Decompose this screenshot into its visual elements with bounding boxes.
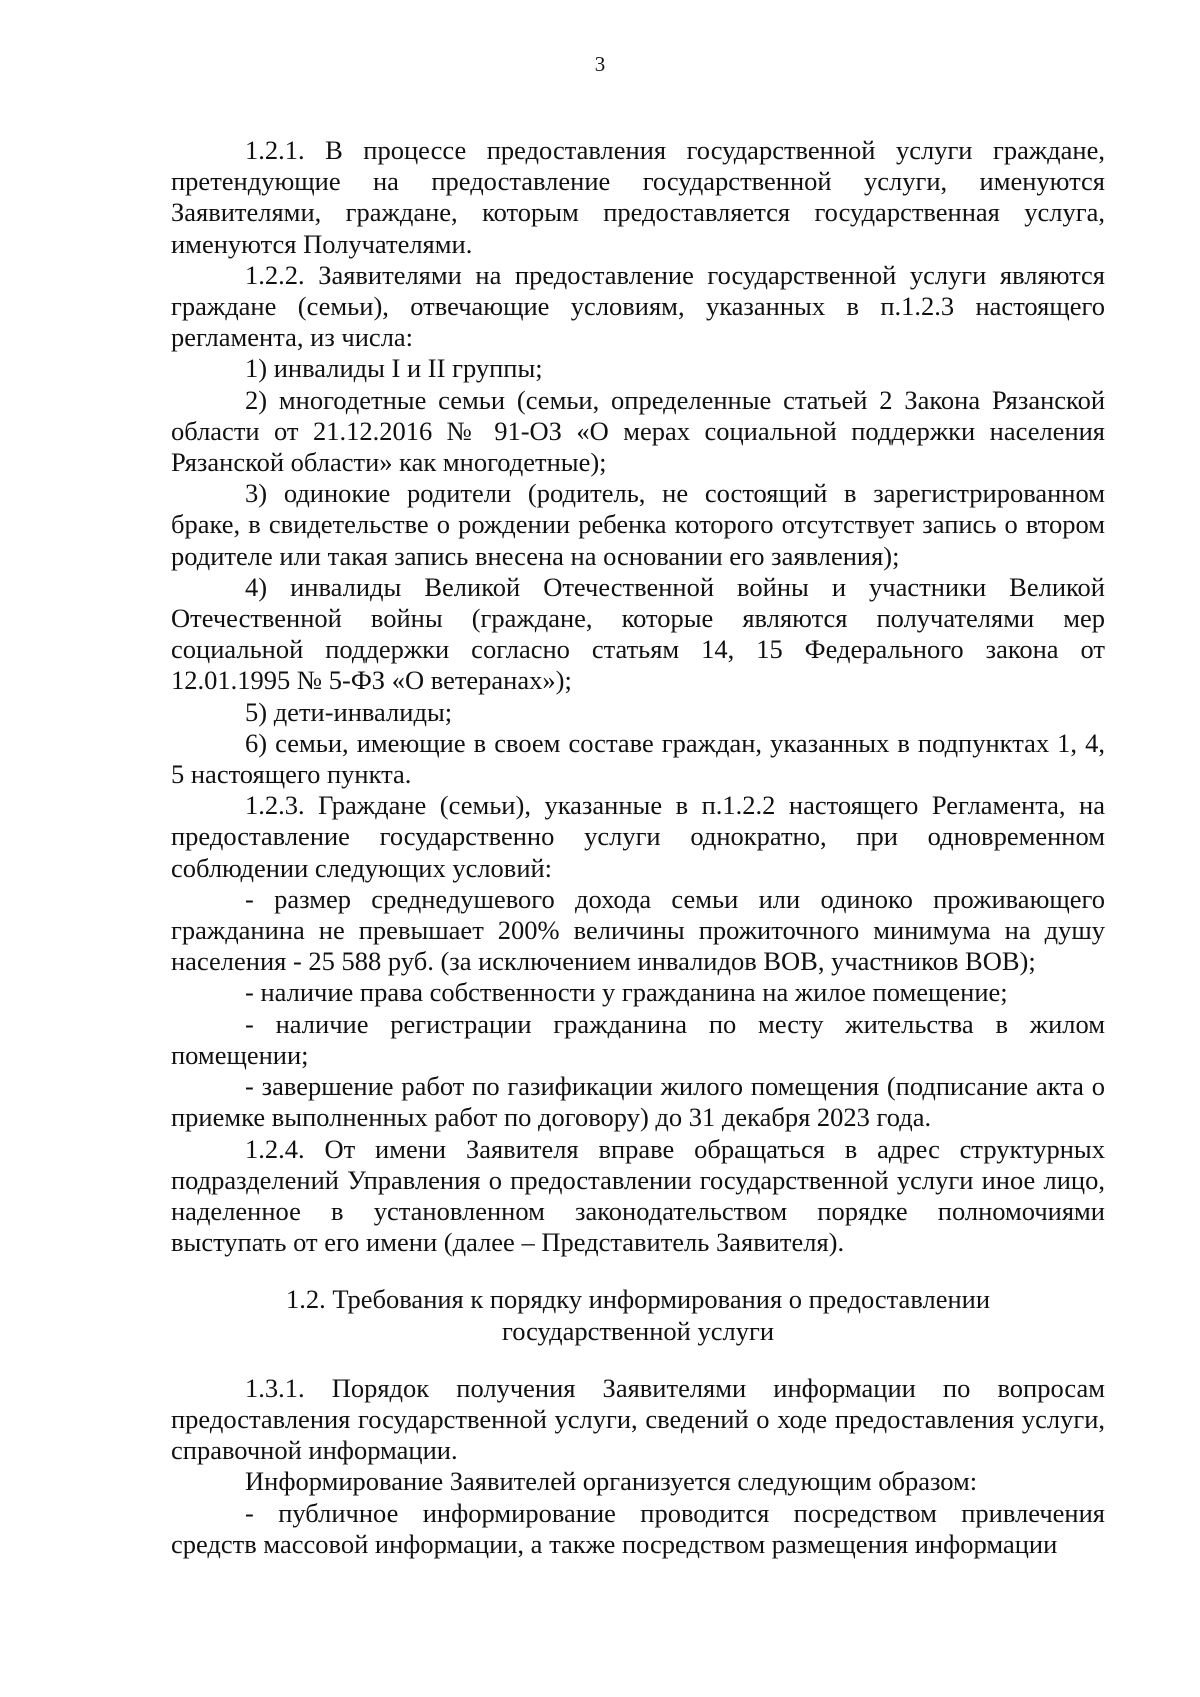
list-item: 2) многодетные семьи (семьи, определенные статьей 2 Закона Рязанской области от 21.12.2016 № 91-ОЗ «О мерах социальной поддержки населения Рязанской области» как многодетные); xyxy=(171,384,1105,478)
section-heading-line-2: государственной услуги xyxy=(501,1315,775,1346)
paragraph-1-2-3: 1.2.3. Граждане (семьи), указанные в п.1.2.2 настоящего Регламента, на предоставление государственно услуги однократно, при одновременном соблюдении следующих условий: xyxy=(171,790,1105,883)
list-item: 1) инвалиды I и II группы; xyxy=(245,353,543,384)
paragraph-informing: Информирование Заявителей организуется следующим образом: xyxy=(245,1466,978,1497)
paragraph-1-3-1: 1.3.1. Порядок получения Заявителями информации по вопросам предоставления государственной услуги, сведений о ходе предоставления услуги, справочной информации. xyxy=(171,1372,1105,1466)
informing-item: - публичное информирование проводится посредством привлечения средств массовой информации, а также посредством размещения информации xyxy=(171,1497,1105,1559)
list-item: 3) одинокие родители (родитель, не состоящий в зарегистрированном браке, в свидетельстве о рождении ребенка которого отсутствует запись о втором родителе или такая запись внесена на основании его заявления); xyxy=(171,478,1105,571)
section-heading xyxy=(171,1284,1105,1346)
paragraph-1-2-2: 1.2.2. Заявителями на предоставление государственной услуги являются граждане (семьи), отвечающие условиям, указанных в п.1.2.3 настоящего регламента, из числа: xyxy=(171,259,1105,353)
page-number: 3 xyxy=(594,52,606,76)
condition-item: - завершение работ по газификации жилого помещения (подписание акта о приемке выполненных работ по договору) до 31 декабря 2023 года. xyxy=(171,1071,1105,1133)
section-heading-line-1: 1.2. Требования к порядку информирования о предоставлении xyxy=(285,1284,991,1315)
document-body xyxy=(171,135,1105,1560)
paragraph-1-2-1: 1.2.1. В процессе предоставления государственной услуги граждане, претендующие на предоставление государственной услуги, именуются Заявителями, граждане, которым предоставляется государственная услуга, именуются Получателями. xyxy=(171,135,1105,259)
condition-item: - размер среднедушевого дохода семьи или одиноко проживающего гражданина не превышает 200% величины прожиточного минимума на душу населения - 25 588 руб. (за исключением инвалидов ВОВ, участников ВОВ); xyxy=(171,883,1105,977)
condition-item: - наличие регистрации гражданина по месту жительства в жилом помещении; xyxy=(171,1008,1105,1070)
list-item: 6) семьи, имеющие в своем составе граждан, указанных в подпунктах 1, 4, 5 настоящего пункта. xyxy=(171,727,1105,790)
list-item: 4) инвалиды Великой Отечественной войны и участники Великой Отечественной войны (граждане, которые являются получателями мер социальной поддержки согласно статьям 14, 15 Федерального закона от 12.01.1995 № 5-ФЗ «О ветеранах»); xyxy=(171,571,1105,696)
list-item: 5) дети-инвалиды; xyxy=(245,696,453,727)
paragraph-1-2-4: 1.2.4. От имени Заявителя вправе обращаться в адрес структурных подразделений Управления о предоставлении государственной услуги иное лицо, наделенное в установленном законодательством порядке полномочиями выступать от его имени (далее – Представитель Заявителя). xyxy=(171,1133,1105,1258)
condition-item: - наличие права собственности у гражданина на жилое помещение; xyxy=(245,977,1008,1008)
